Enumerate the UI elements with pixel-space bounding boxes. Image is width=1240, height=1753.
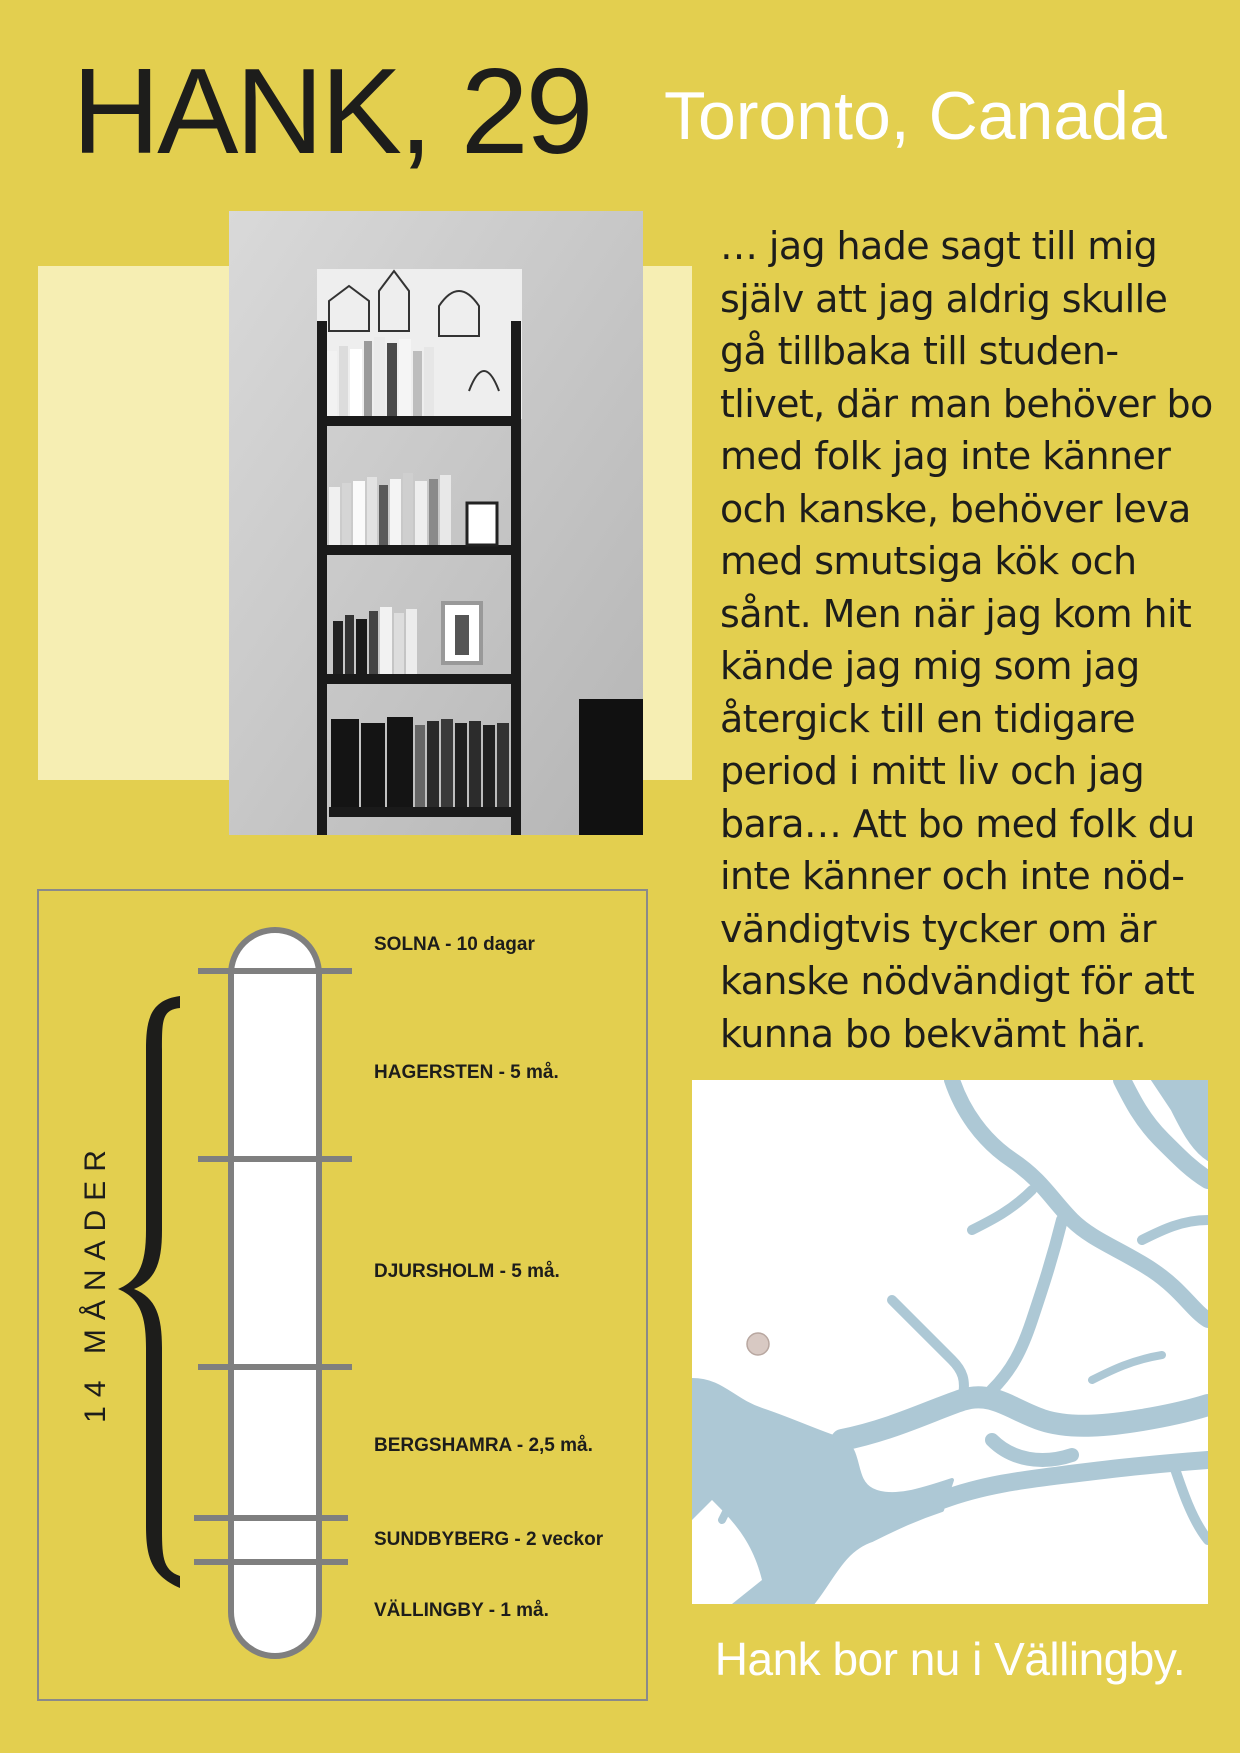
timeline-stop-label: SOLNA - 10 dagar <box>374 934 535 955</box>
location-marker <box>747 1333 769 1355</box>
quote-line: återgick till en tidigare <box>720 696 1136 741</box>
map-waterways <box>692 1080 1208 1604</box>
quote-line: bara… Att bo med folk du <box>720 801 1195 846</box>
quote-line: med folk jag inte känner <box>720 434 1171 478</box>
timeline-stop-label: DJURSHOLM - 5 må. <box>374 1261 560 1282</box>
bookshelf-image <box>229 211 643 835</box>
quote-line: kanske nödvändigt för att <box>720 959 1195 1003</box>
quote-line: kände jag mig som jag <box>720 644 1140 688</box>
quote-line: inte känner och inte nöd- <box>720 854 1185 898</box>
timeline-total-label: 14 MÅNADER <box>79 1141 112 1423</box>
quote-line: gå tillbaka till studen- <box>720 329 1119 373</box>
timeline-stop-label: VÄLLINGBY - 1 må. <box>374 1600 549 1621</box>
residence-timeline-box <box>37 889 648 1701</box>
quote-line: … jag hade sagt till mig <box>720 224 1158 268</box>
timeline-stop-label: BERGSHAMRA - 2,5 må. <box>374 1435 593 1456</box>
stockholm-map <box>692 1080 1208 1604</box>
quote-line: vändigtvis tycker om är <box>720 906 1156 951</box>
quote-line: sånt. Men när jag kom hit <box>720 591 1192 636</box>
timeline-stop-label: SUNDBYBERG - 2 veckor <box>374 1529 604 1550</box>
quote-line: och kanske, behöver leva <box>720 486 1191 531</box>
interview-quote <box>720 220 1230 1060</box>
origin-city: Toronto, Canada <box>664 78 1167 154</box>
quote-line: kunna bo bekvämt här. <box>720 1011 1147 1056</box>
timeline-stop-label: HAGERSTEN - 5 må. <box>374 1062 559 1083</box>
quote-line: tlivet, där man behöver bo <box>720 381 1213 426</box>
quote-line: period i mitt liv och jag <box>720 749 1145 793</box>
quote-line: själv att jag aldrig skulle <box>720 276 1168 321</box>
person-name-age: HANK, 29 <box>72 43 591 179</box>
current-residence-caption: Hank bor nu i Vällingby. <box>714 1633 1186 1685</box>
bookshelf-photo <box>229 211 643 835</box>
quote-line: med smutsiga kök och <box>720 539 1137 583</box>
